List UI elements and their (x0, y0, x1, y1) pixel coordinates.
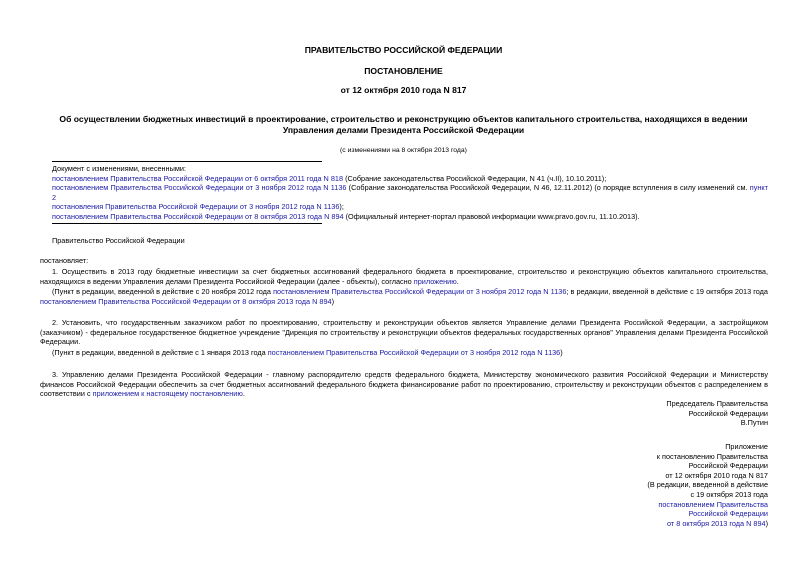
divider-top (52, 161, 322, 162)
appendix-header (560, 442, 768, 528)
changes-note: (с изменениями на 8 октября 2013 года) (340, 147, 467, 154)
decrees-label: постановляет: (40, 256, 89, 265)
signature-name: В.Путин (740, 418, 768, 428)
appendix-reference-link[interactable]: приложением к настоящему постановлению (92, 389, 243, 399)
amendment-3-link[interactable]: постановлением Правительства Российской Федерации от 8 октября 2013 года N 894 (52, 211, 344, 221)
amendment-1-link[interactable]: постановлением Правительства Российской Федерации от 6 октября 2011 года N 818 (52, 173, 344, 183)
amendment-2-point-link[interactable]: пункт 2 (52, 183, 768, 202)
amendment-1: постановлением Правительства Российской Федерации от 6 октября 2011 года N 818 (Собрание законодательства Российской Федерации, N 41 (ч.II), 10.10.2011); (52, 173, 607, 183)
amendment-2-link[interactable]: постановлением Правительства Российской Федерации от 3 ноября 2012 года N 1136 (52, 183, 347, 193)
amendments-block (52, 164, 768, 222)
government-name: Правительство Российской Федерации (52, 236, 185, 245)
appendix-decree-link-3[interactable]: от 8 октября 2013 года N 894 (666, 518, 766, 528)
amendment-2-decree-link[interactable]: постановления Правительства Российской Федерации от 3 ноября 2012 года N 1136 (52, 202, 340, 212)
paragraph-3: 3. Управлению делами Президента Российской Федерации - главному распорядителю средств федерального бюджета, Министерству экономического развития Российской Федерации и Министерству финансов Российской Федерации обеспечить за счет бюджетных ассигнований федерального бюджета финансирование работ по проектированию, строительству и реконструкции объектов с распределением в соответствии с приложением к настоящему постановлению. (40, 370, 768, 399)
p1-note-link-1[interactable]: постановлением Правительства Российской Федерации от 3 ноября 2012 года N 1136 (273, 287, 567, 296)
appendix-line-2: к постановлению Правительства (656, 451, 768, 461)
appendix-line-5: (В редакции, введенной в действие (647, 480, 768, 490)
appendix-line-4: от 12 октября 2010 года N 817 (665, 470, 768, 480)
document-type: ПОСТАНОВЛЕНИЕ (364, 66, 443, 76)
appendix-link[interactable]: приложению (413, 276, 457, 286)
appendix-decree-link-1[interactable]: постановлением Правительства (658, 499, 768, 509)
appendix-line-3: Российской Федерации (688, 461, 768, 471)
document-date-number: от 12 октября 2010 года N 817 (340, 85, 467, 95)
title-line-1: Об осуществлении бюджетных инвестиций в проектирование, строительство и реконструкцию объектов капитального строительства, находящихся в ведении (59, 114, 748, 124)
appendix-line-6: с 19 октября 2013 года (690, 489, 768, 499)
paragraph-1: 1. Осуществить в 2013 году бюджетные инвестиции за счет бюджетных ассигнований федерального бюджета в проектирование, строительство и реконструкцию объектов капитального строительства, находящихся в ведении Управления делами Президента Российской Федерации (далее - объекты), согласно приложению. (40, 267, 768, 286)
signature-block (560, 399, 768, 428)
divider-bottom (52, 223, 322, 224)
amendments-intro: Документ с изменениями, внесенными: (52, 164, 186, 173)
appendix-label: Приложение (725, 442, 768, 451)
paragraph-2-note: (Пункт в редакции, введенной в действие с 1 января 2013 года постановлением Правительства Российской Федерации от 3 ноября 2012 года N 1136) (52, 348, 563, 357)
amendment-3: постановлением Правительства Российской Федерации от 8 октября 2013 года N 894 (Официальный интернет-портал правовой информации www.pravo.gov.ru, 11.10.2013). (52, 211, 640, 221)
p1-note-link-2[interactable]: постановлением Правительства Российской Федерации от 8 октября 2013 года N 894 (40, 296, 332, 306)
document-title (40, 114, 767, 136)
paragraph-2: 2. Установить, что государственным заказчиком работ по проектированию, строительству и реконструкции объектов является Управление делами Президента Российской Федерации, а застройщиком (заказчиком) - федеральное государственное бюджетное учреждение "Дирекция по строительству и реконструкции объектов федеральных государственных органов" Управления делами Президента Российской Федерации. (40, 318, 768, 347)
paragraph-1-note: (Пункт в редакции, введенной в действие с 20 ноября 2012 года постановлением Правительства Российской Федерации от 3 ноября 2012 года N 1136; в редакции, введенной в действие с 19 октября 2013 года постановлением Правительства Российской Федерации от 8 октября 2013 года N 894) (40, 287, 768, 306)
p2-note-link[interactable]: постановлением Правительства Российской Федерации от 3 ноября 2012 года N 1136 (267, 348, 561, 357)
government-heading: ПРАВИТЕЛЬСТВО РОССИЙСКОЙ ФЕДЕРАЦИИ (304, 45, 503, 55)
signature-position: Председатель Правительства (666, 399, 768, 408)
appendix-line-9: от 8 октября 2013 года N 894) (666, 518, 768, 528)
signature-country: Российской Федерации (688, 408, 768, 418)
appendix-decree-link-2[interactable]: Российской Федерации (688, 509, 768, 519)
title-line-2: Управления делами Президента Российской Федерации (282, 125, 525, 135)
amendment-2: постановлением Правительства Российской Федерации от 3 ноября 2012 года N 1136 (Собрание законодательства Российской Федерации, N 46, 12.11.2012) (о порядке вступления в силу изменений см. пункт 2 постановления Правительства Российской Федерации от 3 ноября 2012 года N 1136); (52, 183, 768, 212)
